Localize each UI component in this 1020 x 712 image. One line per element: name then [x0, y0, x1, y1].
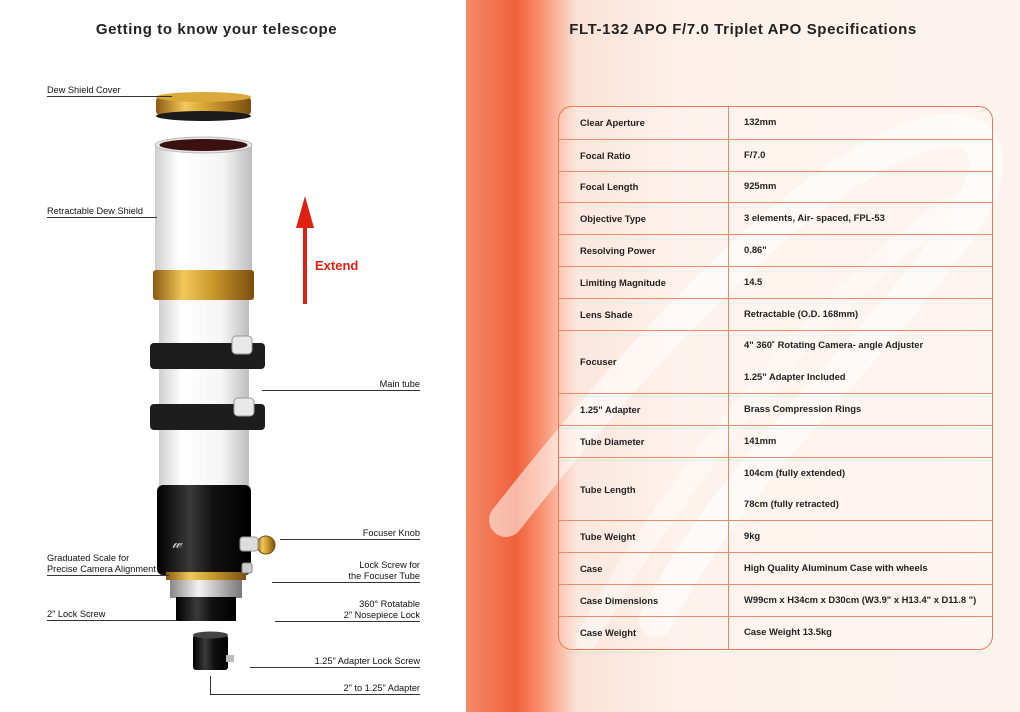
spec-row	[559, 330, 992, 394]
leader-line	[250, 667, 420, 668]
spec-row	[559, 266, 992, 298]
label-graduated-scale-1: Graduated Scale for	[47, 553, 130, 563]
spec-name: Case Dimensions	[580, 594, 659, 606]
spec-row	[559, 425, 992, 457]
spec-value: Case Weight 13.5kg	[744, 625, 832, 637]
spec-row	[559, 552, 992, 584]
spec-value: 132mm	[744, 115, 777, 127]
extend-arrow-icon	[296, 196, 314, 304]
spec-table	[558, 106, 993, 650]
spec-name: Limiting Magnitude	[580, 276, 666, 288]
label-graduated-scale-2: Precise Camera Alignment	[47, 564, 156, 574]
label-rotatable-1: 360° Rotatable	[359, 599, 420, 609]
spec-row	[559, 457, 992, 521]
extend-label: Extend	[315, 258, 359, 273]
label-rotatable-2: 2" Nosepiece Lock	[343, 610, 420, 620]
leader-line	[47, 96, 172, 97]
spec-value: Retractable (O.D. 168mm)	[744, 307, 859, 319]
leader-line	[262, 390, 420, 391]
spec-name: Lens Shade	[580, 308, 633, 320]
label-lock-screw-focuser-1: Lock Screw for	[359, 560, 420, 570]
spec-row	[559, 393, 992, 425]
spec-row	[559, 520, 992, 552]
spec-name: Resolving Power	[580, 245, 656, 257]
leader-line	[280, 539, 420, 540]
leader-line	[272, 582, 420, 583]
spec-name: Focal Ratio	[580, 149, 631, 161]
telescope-diagram-page	[0, 0, 466, 712]
label-lock-screw-focuser-2: the Focuser Tube	[348, 571, 420, 581]
spec-name: 1.25" Adapter	[580, 404, 641, 416]
spec-row	[559, 107, 992, 139]
spec-value: 0.86"	[744, 244, 767, 256]
label-main-tube: Main tube	[379, 379, 420, 389]
spec-row	[559, 298, 992, 330]
leader-line	[210, 676, 211, 694]
spec-value: 1.25" Adapter Included	[744, 371, 846, 383]
main-tube-part	[150, 300, 265, 490]
spec-value: 3 elements, Air- spaced, FPL-53	[744, 212, 885, 224]
spec-value: 14.5	[744, 275, 763, 287]
spec-row	[559, 171, 992, 203]
page-title-right: FLT-132 APO F/7.0 Triplet APO Specifications	[569, 21, 917, 38]
leader-line	[275, 621, 420, 622]
spec-name: Focuser	[580, 356, 617, 368]
label-adapter-lock-screw: 1.25" Adapter Lock Screw	[314, 656, 420, 666]
spec-value: 9kg	[744, 530, 761, 542]
spec-row	[559, 139, 992, 171]
label-2-to-125-adapter: 2" to 1.25" Adapter	[343, 683, 420, 693]
leader-line	[47, 217, 157, 218]
spec-value: 4" 360˚ Rotating Camera- angle Adjuster	[744, 339, 924, 351]
spec-name: Objective Type	[580, 213, 646, 225]
label-2in-lock-screw: 2" Lock Screw	[47, 609, 106, 619]
label-focuser-knob: Focuser Knob	[362, 528, 420, 538]
spec-row	[559, 584, 992, 616]
spec-name: Tube Weight	[580, 531, 636, 543]
spec-value: 925mm	[744, 180, 777, 192]
spec-value: Brass Compression Rings	[744, 403, 862, 415]
dew-shield-part	[153, 137, 254, 300]
spec-name: Focal Length	[580, 181, 639, 193]
specifications-page	[466, 0, 1020, 712]
svg-text:𝓌: 𝓌	[172, 537, 182, 552]
spec-row	[559, 202, 992, 234]
spec-name: Clear Aperture	[580, 116, 645, 128]
spec-name: Case Weight	[580, 626, 637, 638]
label-dew-shield-cover: Dew Shield Cover	[47, 85, 121, 95]
leader-line	[47, 575, 169, 576]
spec-row	[559, 234, 992, 266]
spec-name: Case	[580, 563, 603, 575]
spec-value: 78cm (fully retracted)	[744, 498, 839, 510]
leader-line	[47, 620, 177, 621]
page-title-left: Getting to know your telescope	[95, 21, 338, 38]
leader-line	[210, 694, 420, 695]
spec-value: 104cm (fully extended)	[744, 466, 846, 478]
spec-name: Tube Diameter	[580, 435, 645, 447]
spec-name: Tube Length	[580, 483, 636, 495]
spec-value: High Quality Aluminum Case with wheels	[744, 562, 928, 574]
spec-value: F/7.0	[744, 148, 766, 160]
label-retractable-dew-shield: Retractable Dew Shield	[47, 206, 144, 216]
focuser-part	[157, 485, 275, 621]
spec-value: 141mm	[744, 434, 777, 446]
adapter-part	[193, 632, 234, 671]
spec-row	[559, 616, 992, 648]
spec-value: W99cm x H34cm x D30cm (W3.9" x H13.4" x D11.8 ")	[744, 593, 977, 605]
